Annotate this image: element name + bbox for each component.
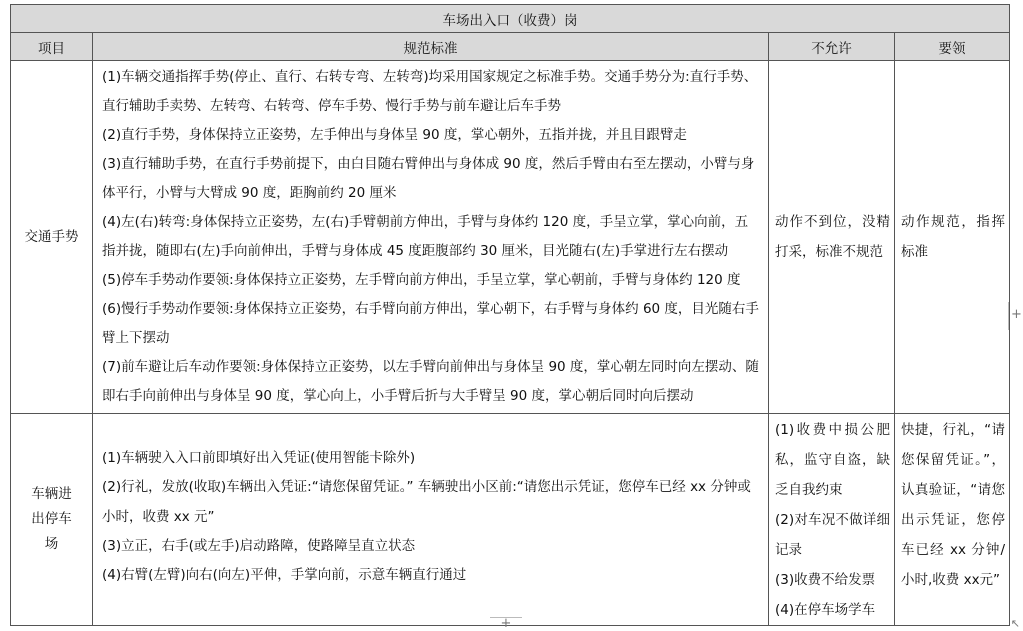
- standard-line: (6)慢行手势动作要领:身体保持立正姿势，右手臂向前方伸出，掌心朝下，右手臂与身体约 60 度，目光随右手臂上下摆动: [102, 301, 759, 346]
- key-points-line: 动作规范，指挥标准: [901, 214, 1005, 260]
- header-standard: 规范标准: [93, 33, 769, 61]
- parking-entrance-post-table: [10, 4, 1010, 626]
- standard-line: (1)车辆驶入入口前即填好出入凭证(使用智能卡除外): [102, 450, 416, 466]
- header-item: 项目: [11, 33, 93, 61]
- table-title: 车场出入口（收费）岗: [11, 5, 1010, 33]
- standard-line: (2)行礼，发放(收取)车辆出入凭证:“请您保留凭证。” 车辆驶出小区前:“请您出示凭证，您停车已经 xx 分钟或小时，收费 xx 元”: [102, 479, 751, 525]
- standard-line: (2)直行手势，身体保持立正姿势，左手伸出与身体呈 90 度，掌心朝外，五指并拢，并且目跟臂走: [102, 127, 687, 143]
- standard-line: (5)停车手势动作要领:身体保持立正姿势，左手臂向前方伸出，手呈立掌，掌心朝前，手臂与身体约 120 度: [102, 272, 741, 288]
- table-row: [11, 414, 1010, 626]
- row-standards-vehicle-entry-exit: [93, 414, 769, 626]
- standard-line: (3)立正，右手(或左手)启动路障，使路障呈直立状态: [102, 537, 416, 554]
- plus-icon: +: [1011, 307, 1022, 322]
- row-key-points-traffic-gestures: [895, 61, 1010, 414]
- standard-line: (4)左(右)转弯:身体保持立正姿势，左(右)手臂朝前方伸出，手臂与身体约 120 度，手呈立掌，掌心向前，五指并拢，随即右(左)手向前伸出，手臂与身体成 45 度距腹部约 30 厘米，目光随右(左)手掌进行左右摆动: [102, 214, 749, 259]
- not-allowed-line: (3)收费不给发票: [775, 572, 876, 588]
- standard-line: (7)前车避让后车动作要领:身体保持立正姿势，以左手臂向前伸出与身体呈 90 度，掌心朝左同时向左摆动、随即右手向前伸出与身体呈 90 度，掌心向上，小手臂后折与大手臂呈 90 度，掌心朝后同时向后摆动: [102, 359, 759, 404]
- table-header-row: [11, 33, 1010, 61]
- not-allowed-line: (2)对车况不做详细记录: [775, 512, 890, 558]
- add-column-handle[interactable]: [1008, 302, 1021, 330]
- row-standards-traffic-gestures: [93, 61, 769, 414]
- document-page: [10, 4, 1010, 626]
- table-row: [11, 61, 1010, 414]
- header-key-points: 要领: [895, 33, 1010, 61]
- not-allowed-line: (1)收费中损公肥私，监守自盗，缺乏自我约束: [775, 422, 890, 498]
- standard-line: (4)右臂(左臂)向右(向左)平伸，手掌向前，示意车辆直行通过: [102, 567, 467, 584]
- table-title-row: [11, 5, 1010, 33]
- standard-line: (1)车辆交通指挥手势(停止、直行、右转专弯、左转弯)均采用国家规定之标准手势。交通手势分为:直行手势、直行辅助手卖势、左转弯、右转弯、停车手势、慢行手势与前车避让后车手势: [102, 69, 758, 114]
- row-key-points-vehicle-entry-exit: [895, 414, 1010, 626]
- row-item-vehicle-entry-exit: [11, 414, 93, 626]
- resize-corner-icon[interactable]: ↖: [1010, 617, 1020, 630]
- standard-line: (3)直行辅助手势，在直行手势前提下，由白目随右臂伸出与身体成 90 度，然后手臂由右至左摆动，小臂与身体平行，小臂与大臂成 90 度，距胸前约 20 厘米: [102, 156, 755, 201]
- key-points-line: 快捷，行礼，“请您保留凭证。”，认真验证，“请您出示凭证，您停车已经 xx 分钟/小时,收费 xx元”: [901, 422, 1005, 588]
- plus-icon: +: [500, 616, 512, 631]
- row-item-traffic-gestures: 交通手势: [11, 61, 93, 414]
- row-item-label: 车辆进出停车场: [31, 486, 72, 552]
- row-not-allowed-traffic-gestures: [769, 61, 895, 414]
- not-allowed-line: 动作不到位，没精打采，标准不规范: [775, 214, 890, 260]
- not-allowed-line: (4)在停车场学车: [775, 602, 876, 618]
- row-not-allowed-vehicle-entry-exit: [769, 414, 895, 626]
- add-row-handle[interactable]: [490, 617, 522, 630]
- header-not-allowed: 不允许: [769, 33, 895, 61]
